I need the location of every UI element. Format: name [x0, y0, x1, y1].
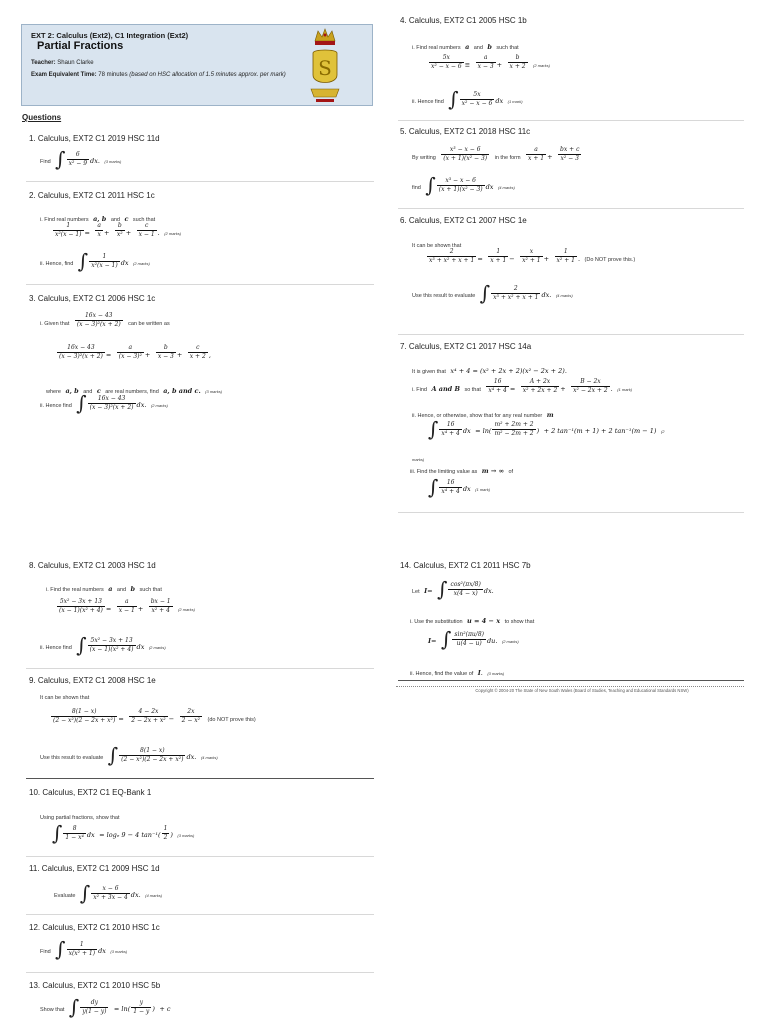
course-title: EXT 2: Calculus (Ext2), C1 Integration (Ext2) — [31, 31, 189, 40]
q4-part-i: i. Find real numbers a and b such that — [412, 43, 519, 51]
question-title: 13. Calculus, EXT2 C1 2010 HSC 5b — [29, 981, 161, 990]
q7-part-iii: iii. Find the limiting value as m → ∞ of — [410, 467, 514, 475]
divider — [26, 914, 374, 915]
divider — [398, 208, 744, 209]
teacher-line: Teacher: Shaun Clarke — [31, 60, 94, 66]
q6-evaluate: Use this result to evaluate ∫ $\frac{2}{\text{x³ + x² + x + 1}}$ dx. (4 marks) — [412, 281, 573, 305]
question-title: 1. Calculus, EXT2 C1 2019 HSC 11d — [29, 134, 160, 143]
q6-shown: It can be shown that — [412, 243, 462, 249]
question-title: 11. Calculus, EXT2 C1 2009 HSC 1d — [29, 864, 160, 873]
q2-part-i: i. Find real numbers a, b and c such that — [40, 215, 156, 223]
q14-identity: I= ∫ $\frac{\text{sin²(πu/8)}}{u(4 - u)}$ du. (2 marks) — [428, 627, 519, 651]
question-title: 2. Calculus, EXT2 C1 2011 HSC 1c — [29, 191, 155, 200]
q7-part-i: i. Find A and B so that $\frac{16}{\text{x⁴ + 4}}$ = $\frac{A + 2x}{\text{x² + 2x + 2}}$ + $\frac{B - 2x}{\text{x² − 2x + 2}}$ . (1 mark) — [412, 378, 633, 395]
copyright-notice: Copyright © 2004-20 The State of New South Wales (Board of Studies, Teaching and Educational Standards NSW) — [475, 688, 689, 693]
q14-part-i: i. Use the substitution u = 4 − x to show that — [410, 617, 535, 625]
title-banner — [21, 24, 373, 106]
crest-logo — [308, 27, 342, 105]
q5-by-writing: By writing $\frac{\text{x³ − x − 6}}{\text{(x + 1)(x² − 3)}}$ in the form $\frac{a}{x + 1}$ + $\frac{bx + c}{\text{x² − 3}}$ — [412, 146, 580, 163]
q7-identity: ∫ $\frac{16}{\text{x⁴ + 4}}$ dx = ln( $\frac{\text{m² + 2m + 2}}{\text{m² − 2m + 2}}$ ) + 2 tan⁻¹(m + 1) + 2 tan⁻¹(m − 1) (2 — [428, 417, 665, 441]
q3-where: where a, b and c are real numbers, find a, b and c. (3 marks) — [46, 387, 223, 395]
q4-equation: $\frac{5x}{\text{x² − x − 6}}$ ≡ $\frac{a}{x - 3}$ + $\frac{b}{x + 2}$ (2 marks) — [431, 54, 550, 71]
topic-title: Partial Fractions — [37, 40, 124, 52]
divider — [26, 856, 374, 857]
q7-given: It is given that x⁴ + 4 = (x² + 2x + 2)(x² − 2x + 2). — [412, 367, 567, 375]
question-title: 5. Calculus, EXT2 C1 2018 HSC 11c — [400, 127, 531, 136]
q3-part-i: i. Given that $\frac{16x - 43}{\text{(x − 3)²(x + 2)}}$ can be written as — [40, 312, 170, 329]
q3-part-ii: ii. Hence find ∫ $\frac{16x - 43}{\text{(x − 3)²(x + 2)}}$ dx. (2 marks) — [40, 391, 168, 415]
divider — [26, 668, 374, 669]
q9-evaluate: Use this result to evaluate ∫ $\frac{8(1 - x)}{\text{(2 − x²)(2 − 2x + x²)}}$ dx. (4 marks) — [40, 743, 218, 767]
divider — [398, 512, 744, 513]
divider — [398, 334, 744, 335]
question-title: 9. Calculus, EXT2 C1 2008 HSC 1e — [29, 676, 156, 685]
q8-part-i: i. Find the real numbers a and b such that — [46, 585, 162, 593]
questions-heading: Questions — [22, 113, 62, 122]
divider — [26, 778, 374, 779]
q10-text: Using partial fractions, show that — [40, 815, 120, 821]
question-title: 4. Calculus, EXT2 C1 2005 HSC 1b — [400, 16, 527, 25]
divider — [398, 680, 744, 681]
exam-time-line: Exam Equivalent Time: 78 minutes (based on HSC allocation of 1.5 minutes approx. per mark) — [31, 72, 286, 78]
q7-limit-integral: ∫ $\frac{16}{\text{x⁴ + 4}}$ dx (1 mark) — [428, 475, 491, 499]
q2-equation: $\frac{1}{\text{x²(x − 1)}}$ = $\frac{a}{x}$ + $\frac{b}{\text{x²}}$ + $\frac{c}{x - 1}$ . (2 marks) — [55, 222, 182, 239]
q14-let: Let I= ∫ $\frac{\text{cos²(πx/8)}}{x(4 - x)}$ dx. — [412, 577, 494, 601]
q13-body: Show that ∫ $\frac{dy}{y(1 - y)}$ = ln( $\frac{y}{1 - y}$ ) + c — [40, 995, 171, 1019]
q9-shown: It can be shown that — [40, 695, 90, 701]
svg-text:S: S — [318, 56, 332, 80]
q9-equation: $\frac{8(1 - x)}{\text{(2 − x²)(2 − 2x + x²)}}$ = $\frac{4 - 2x}{\text{2 − 2x + x²}}$ − $\frac{2x}{\text{2 − x²}}$ (do NOT prove this) — [53, 708, 256, 725]
q8-equation: $\frac{\text{5x² − 3x + 13}}{\text{(x − 1)(x² + 4)}}$ = $\frac{a}{x - 1}$ + $\frac{bx - 1}{\text{x² + 4}}$ (2 marks) — [59, 598, 195, 615]
question-title: 6. Calculus, EXT2 C1 2007 HSC 1e — [400, 216, 527, 225]
q8-part-ii: ii. Hence find ∫ $\frac{\text{5x² − 3x + 13}}{\text{(x − 1)(x² + 4)}}$ dx (2 marks) — [40, 633, 166, 657]
marks-note: marks) — [412, 457, 425, 462]
q6-equation: $\frac{2}{\text{x³ + x² + x + 1}}$ = $\frac{1}{x + 1}$ − $\frac{x}{\text{x² + 1}}$ + $\frac{1}{\text{x² + 1}}$ . (Do NOT prove this.) — [429, 248, 636, 265]
question-title: 10. Calculus, EXT2 C1 EQ-Bank 1 — [29, 788, 152, 797]
question-title: 14. Calculus, EXT2 C1 2011 HSC 7b — [400, 561, 531, 570]
q3-equation: $\frac{16x - 43}{\text{(x − 3)²(x + 2)}}$ = $\frac{a}{\text{(x − 3)²}}$ + $\frac{b}{x - 3}$ + $\frac{c}{x + 2}$ , — [59, 344, 211, 361]
question-title: 3. Calculus, EXT2 C1 2006 HSC 1c — [29, 294, 156, 303]
footer-divider — [396, 686, 744, 687]
q2-part-ii: ii. Hence, find ∫ $\frac{1}{\text{x²(x − 1)}}$ dx (2 marks) — [40, 249, 150, 273]
divider — [26, 972, 374, 973]
question-title: 8. Calculus, EXT2 C1 2003 HSC 1d — [29, 561, 156, 570]
divider — [398, 120, 744, 121]
q11-body: Evaluate ∫ $\frac{x - 6}{\text{x² + 3x − 4}}$ dx. (4 marks) — [54, 881, 163, 905]
q5-find: find ∫ $\frac{\text{x³ − x − 6}}{\text{(x + 1)(x² − 3)}}$ dx (4 marks) — [412, 173, 515, 197]
divider — [26, 181, 374, 182]
q12-body: Find ∫ $\frac{1}{\text{x(x² + 1)}}$ dx (3 marks) — [40, 937, 128, 961]
q1-body: Find ∫ $\frac{6}{\text{x² − 9}}$ dx. (3 marks) — [40, 147, 122, 171]
q7-part-ii: ii. Hence, or otherwise, show that for any real number m — [412, 411, 554, 419]
q14-part-ii: ii. Hence, find the value of I. (3 marks) — [410, 669, 505, 677]
q10-equation: ∫ $\frac{8}{\text{1 − x⁴}}$ dx = logₑ 9 − 4 tan⁻¹( $\frac{1}{2}$ ) (3 marks) — [52, 821, 195, 845]
divider — [26, 284, 374, 285]
q4-part-ii: ii. Hence find ∫ $\frac{5x}{\text{x² − x − 6}}$ dx (1 mark) — [412, 87, 523, 111]
question-title: 12. Calculus, EXT2 C1 2010 HSC 1c — [29, 923, 160, 932]
question-title: 7. Calculus, EXT2 C1 2017 HSC 14a — [400, 342, 532, 351]
